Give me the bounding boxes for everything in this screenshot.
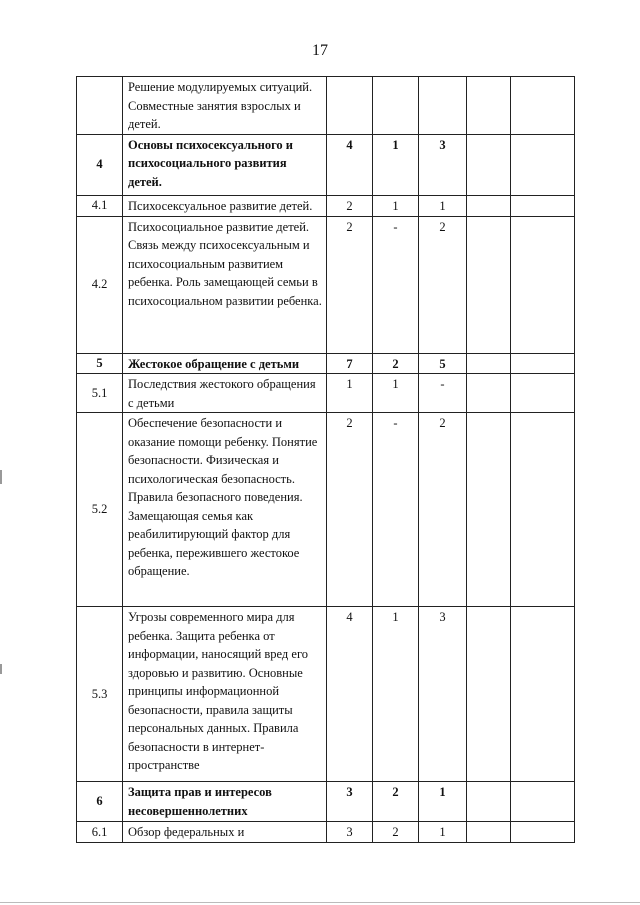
extra-column-cell [511,195,575,216]
practice-hours-cell [419,77,467,135]
total-hours-cell: 3 [327,822,373,843]
extra-column-cell [467,134,511,195]
section-row [77,782,575,822]
practice-hours-cell: 2 [419,413,467,607]
theory-hours-cell: 1 [373,195,419,216]
total-hours-cell: 4 [327,134,373,195]
total-hours-cell [327,77,373,135]
practice-hours-cell: 1 [419,195,467,216]
table-row [77,77,575,135]
table-row [77,216,575,353]
table-row [77,195,575,216]
table-row [77,413,575,607]
extra-column-cell [467,822,511,843]
extra-column-cell [511,607,575,782]
extra-column-cell [467,413,511,607]
theory-hours-cell: 1 [373,607,419,782]
extra-column-cell [511,374,575,413]
total-hours-cell: 4 [327,607,373,782]
extra-column-cell [511,134,575,195]
extra-column-cell [511,216,575,353]
row-number-cell: 5.1 [77,374,123,413]
topic-cell: Психосексуальное развитие детей. [123,195,327,216]
theory-hours-cell [373,77,419,135]
practice-hours-cell: 2 [419,216,467,353]
topic-cell: Защита прав и интересов несовершеннолетних [123,782,327,822]
theory-hours-cell: 2 [373,822,419,843]
theory-hours-cell: 2 [373,353,419,374]
topic-cell: Жестокое обращение с детьми [123,353,327,374]
theory-hours-cell: 2 [373,782,419,822]
total-hours-cell: 7 [327,353,373,374]
scan-edge-mark [0,470,2,484]
section-row [77,353,575,374]
table-row [77,607,575,782]
row-number-cell: 5.3 [77,607,123,782]
section-row [77,134,575,195]
topic-cell: Угрозы современного мира для ребенка. Защита ребенка от информации, наносящий вред его здоровью и развитию. Основные принципы информационной безопасности, правила защиты персональных данных. Правила безопасности в интернет-пространстве [123,607,327,782]
curriculum-table [76,76,575,843]
extra-column-cell [467,195,511,216]
theory-hours-cell: 1 [373,134,419,195]
practice-hours-cell: 1 [419,782,467,822]
theory-hours-cell: 1 [373,374,419,413]
theory-hours-cell: - [373,216,419,353]
total-hours-cell: 2 [327,195,373,216]
practice-hours-cell: 1 [419,822,467,843]
extra-column-cell [511,782,575,822]
extra-column-cell [467,77,511,135]
extra-column-cell [511,822,575,843]
extra-column-cell [467,353,511,374]
topic-cell: Последствия жестокого обращения с детьми [123,374,327,413]
topic-cell: Основы психосексуального и психосоциального развития детей. [123,134,327,195]
topic-cell: Психосоциальное развитие детей. Связь между психосексуальным и психосоциальным развитием ребенка. Роль замещающей семьи в психосоциальном развитии ребенка. [123,216,327,353]
total-hours-cell: 3 [327,782,373,822]
total-hours-cell: 2 [327,413,373,607]
topic-cell: Обзор федеральных и [123,822,327,843]
row-number-cell: 4.1 [77,195,123,216]
extra-column-cell [467,374,511,413]
total-hours-cell: 1 [327,374,373,413]
practice-hours-cell: 5 [419,353,467,374]
practice-hours-cell: 3 [419,134,467,195]
row-number-cell [77,77,123,135]
scan-edge-mark [0,664,2,674]
total-hours-cell: 2 [327,216,373,353]
topic-cell: Решение модулируемых ситуаций. Совместные занятия взрослых и детей. [123,77,327,135]
extra-column-cell [467,607,511,782]
row-number-cell: 4 [77,134,123,195]
extra-column-cell [511,353,575,374]
extra-column-cell [467,216,511,353]
extra-column-cell [511,413,575,607]
row-number-cell: 6 [77,782,123,822]
table-row [77,822,575,843]
table-row [77,374,575,413]
theory-hours-cell: - [373,413,419,607]
row-number-cell: 4.2 [77,216,123,353]
extra-column-cell [467,782,511,822]
topic-cell: Обеспечение безопасности и оказание помощи ребенку. Понятие безопасности. Физическая и психологическая безопасность. Правила безопасного поведения. Замещающая семья как реабилитирующий фактор для ребенка, пережившего жестокое обращение. [123,413,327,607]
extra-column-cell [511,77,575,135]
row-number-cell: 6.1 [77,822,123,843]
row-number-cell: 5.2 [77,413,123,607]
practice-hours-cell: - [419,374,467,413]
scan-edge-line [0,902,640,903]
practice-hours-cell: 3 [419,607,467,782]
row-number-cell: 5 [77,353,123,374]
page-number: 17 [312,42,328,59]
